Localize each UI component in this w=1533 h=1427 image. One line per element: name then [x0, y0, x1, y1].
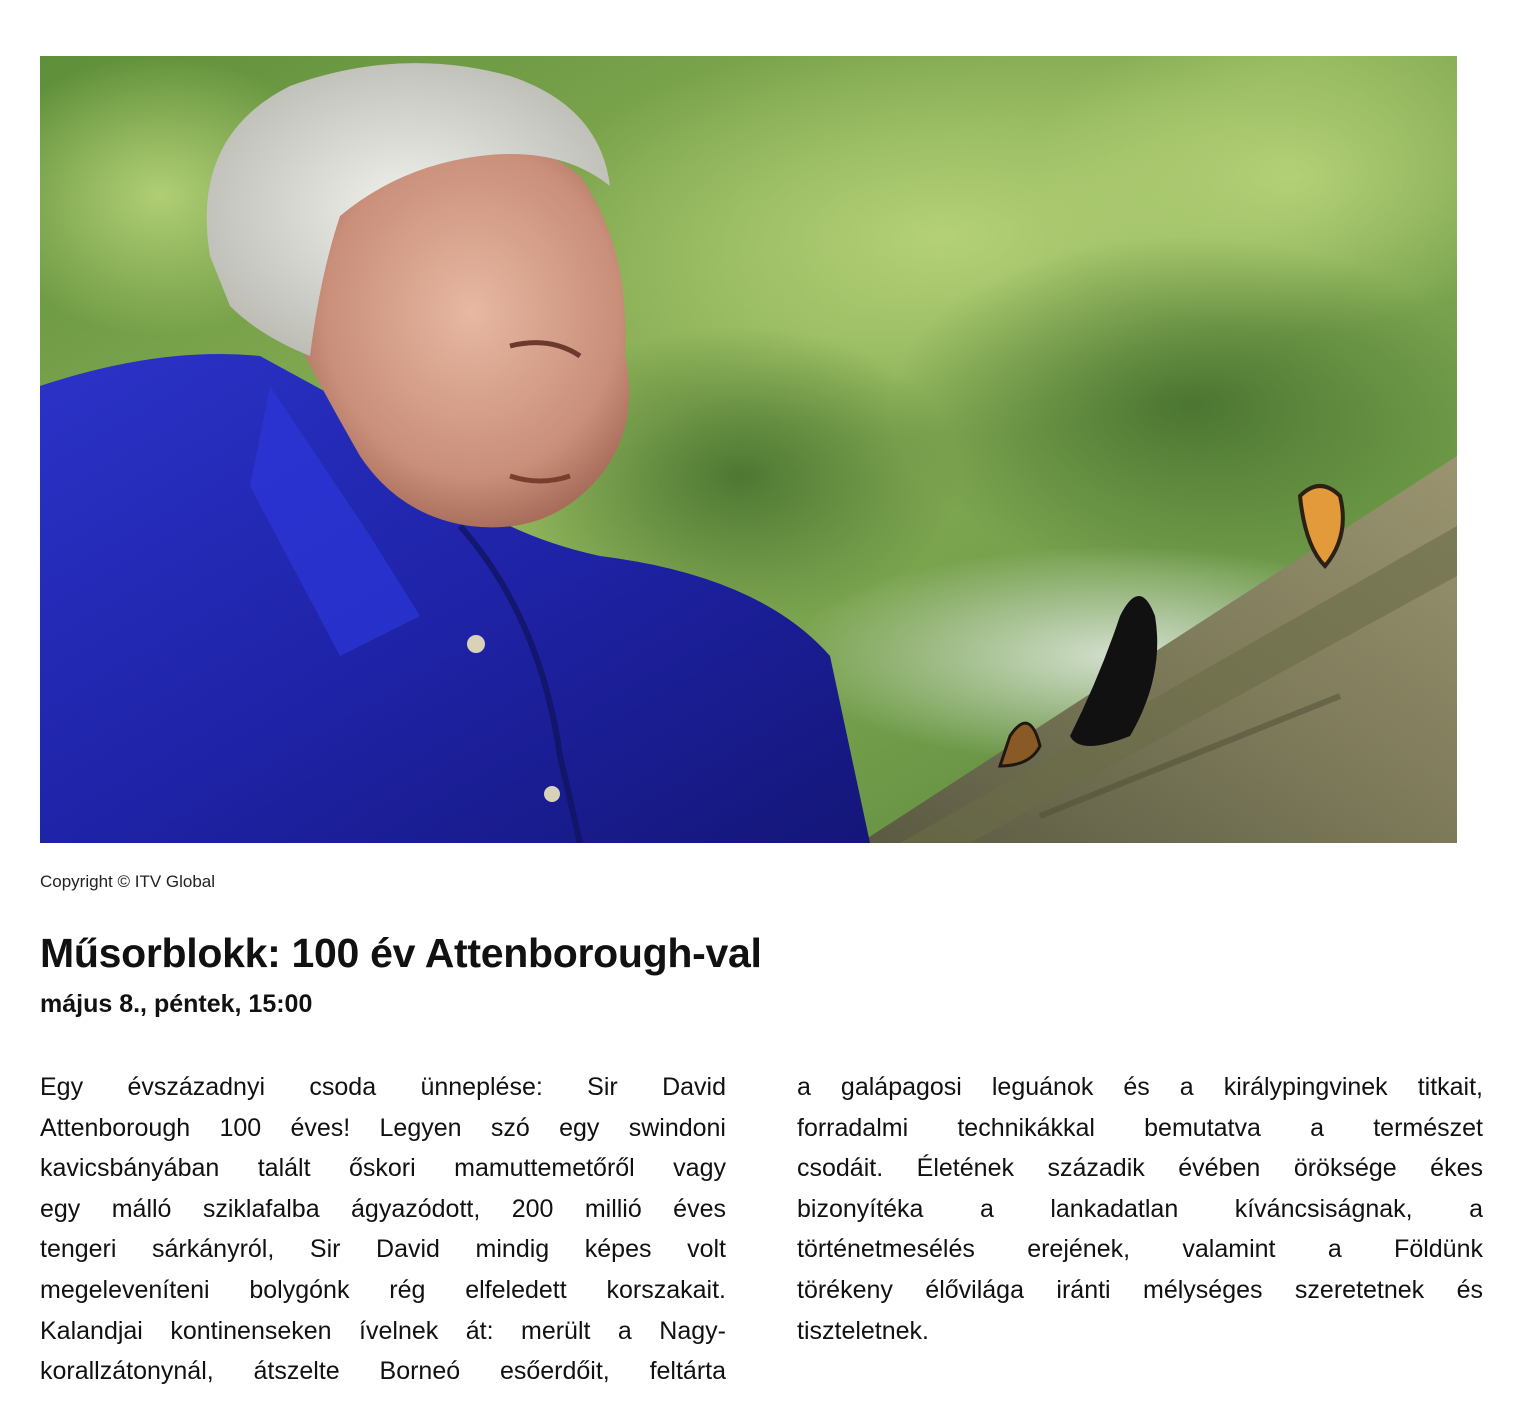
body-line: megeleveníteni bolygónk rég elfeledett korszakait.	[40, 1275, 726, 1304]
body-line: bizonyítéka a lankadatlan kíváncsiságnak, a	[797, 1194, 1483, 1223]
body-line: forradalmi technikákkal bemutatva a természet	[797, 1113, 1483, 1142]
body-line: törékeny élővilága iránti mélységes szeretetnek és	[797, 1275, 1483, 1304]
copyright-caption: Copyright © ITV Global	[40, 872, 216, 891]
body-line: tiszteletnek.	[797, 1316, 930, 1345]
body-column-left	[40, 1067, 726, 1392]
body-line: csodáit. Életének századik évében öröksége ékes	[797, 1154, 1483, 1183]
broadcast-date: május 8., péntek, 15:00	[40, 990, 313, 1018]
photo-image	[40, 56, 1457, 843]
body-line: a galápagosi leguánok és a királypingvinek titkait,	[797, 1073, 1483, 1101]
hero-photo	[40, 56, 1457, 843]
body-line: Kalandjai kontinenseken ívelnek át: merült a Nagy-	[40, 1316, 726, 1345]
body-column-right	[797, 1067, 1483, 1351]
page-title: Műsorblokk: 100 év Attenborough-val	[40, 930, 762, 976]
body-line: korallzátonynál, átszelte Borneó esőerdőit, feltárta	[40, 1357, 726, 1386]
body-line: tengeri sárkányról, Sir David mindig képes volt	[40, 1235, 726, 1264]
body-line: Egy évszázadnyi csoda ünneplése: Sir David	[40, 1073, 726, 1101]
body-line: egy málló sziklafalba ágyazódott, 200 millió éves	[40, 1194, 726, 1223]
body-line: történetmesélés erejének, valamint a Földünk	[797, 1235, 1483, 1264]
body-line: kavicsbányában talált őskori mamuttemetőről vagy	[40, 1154, 726, 1183]
body-line: Attenborough 100 éves! Legyen szó egy swindoni	[40, 1113, 726, 1142]
